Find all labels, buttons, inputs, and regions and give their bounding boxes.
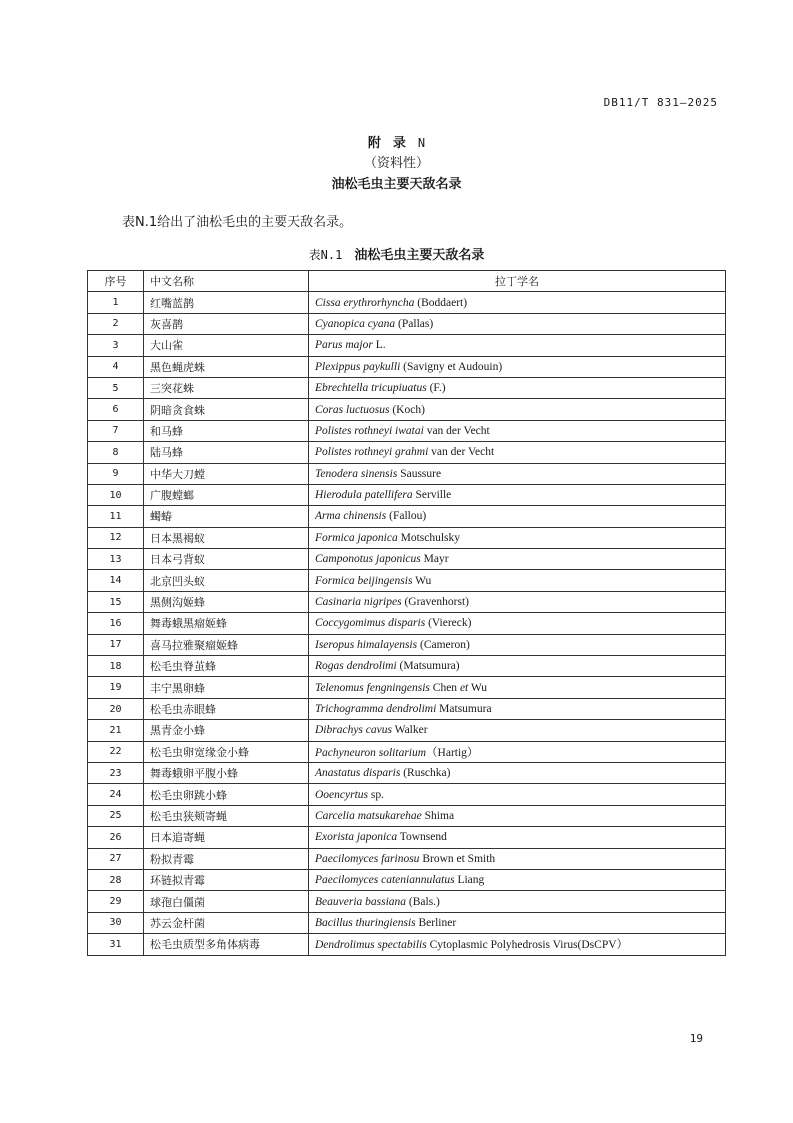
latin-genus-species: Coras luctuosus xyxy=(315,403,390,416)
table-row xyxy=(88,377,726,398)
table-row xyxy=(88,848,726,869)
header-chinese-name: 中文名称 xyxy=(144,271,309,292)
row-number: 10 xyxy=(88,484,144,505)
chinese-name: 红嘴蓝鹊 xyxy=(144,292,309,313)
latin-genus-species: Camponotus japonicus xyxy=(315,553,421,566)
chinese-name: 喜马拉雅聚瘤姬蜂 xyxy=(144,634,309,655)
table-row xyxy=(88,805,726,826)
latin-genus-species: Beauveria bassiana xyxy=(315,895,407,908)
latin-author: (Bals.) xyxy=(406,895,440,908)
table-row xyxy=(88,827,726,848)
row-number: 20 xyxy=(88,698,144,719)
chinese-name: 陆马蜂 xyxy=(144,442,309,463)
latin-author: Serville xyxy=(412,489,452,502)
latin-name xyxy=(309,677,726,698)
chinese-name: 日本追寄蝇 xyxy=(144,827,309,848)
latin-genus-species: Anastatus disparis xyxy=(315,767,401,780)
latin-author: (Viereck) xyxy=(425,617,472,630)
latin-genus-species: Hierodula patellifera xyxy=(315,489,413,502)
latin-author: van der Vecht xyxy=(428,446,495,459)
latin-name xyxy=(309,506,726,527)
table-row xyxy=(88,891,726,912)
latin-author: Cytoplasmic Polyhedrosis Virus(DsCPV） xyxy=(426,939,629,952)
table-row xyxy=(88,934,726,955)
table-row xyxy=(88,912,726,933)
latin-author: Shima xyxy=(421,809,455,822)
table-row xyxy=(88,356,726,377)
table-row xyxy=(88,741,726,762)
latin-name xyxy=(309,463,726,484)
latin-author: Saussure xyxy=(397,467,442,480)
latin-name xyxy=(309,399,726,420)
chinese-name: 灰喜鹊 xyxy=(144,313,309,334)
chinese-name: 松毛虫狭颊寄蝇 xyxy=(144,805,309,826)
chinese-name: 黑侧沟姬蜂 xyxy=(144,591,309,612)
row-number: 8 xyxy=(88,442,144,463)
latin-author: sp. xyxy=(368,788,384,801)
table-row xyxy=(88,399,726,420)
latin-author: Walker xyxy=(391,724,428,737)
latin-name xyxy=(309,934,726,955)
latin-author: (Pallas) xyxy=(395,317,434,330)
latin-name xyxy=(309,292,726,313)
latin-genus-species: Dibrachys cavus xyxy=(315,724,392,737)
latin-author: (Ruschka) xyxy=(400,767,451,780)
latin-author: (F.) xyxy=(426,382,446,395)
row-number: 7 xyxy=(88,420,144,441)
row-number: 15 xyxy=(88,591,144,612)
appendix-type: （资料性） xyxy=(363,156,429,171)
latin-genus-species: Tenodera sinensis xyxy=(315,467,398,480)
latin-author: van der Vecht xyxy=(423,424,490,437)
table-row xyxy=(88,292,726,313)
latin-author: (Boddaert) xyxy=(414,296,468,309)
row-number: 4 xyxy=(88,356,144,377)
latin-conjunction: et xyxy=(459,681,469,694)
latin-author: Townsend xyxy=(397,831,447,844)
row-number: 24 xyxy=(88,784,144,805)
latin-genus-species: Rogas dendrolimi xyxy=(315,660,397,673)
chinese-name: 苏云金杆菌 xyxy=(144,912,309,933)
latin-author: （Hartig） xyxy=(426,746,479,759)
table-row xyxy=(88,698,726,719)
chinese-name: 日本黑褐蚁 xyxy=(144,527,309,548)
row-number: 29 xyxy=(88,891,144,912)
latin-name xyxy=(309,869,726,890)
chinese-name: 松毛虫卵宽缘金小蜂 xyxy=(144,741,309,762)
chinese-name: 舞毒蛾黑瘤姬蜂 xyxy=(144,613,309,634)
latin-genus-species: Dendrolimus spectabilis xyxy=(315,939,427,952)
chinese-name: 黑色蝇虎蛛 xyxy=(144,356,309,377)
row-number: 22 xyxy=(88,741,144,762)
row-number: 13 xyxy=(88,549,144,570)
latin-genus-species: Cissa erythrorhyncha xyxy=(315,296,415,309)
table-row xyxy=(88,656,726,677)
latin-genus-species: Trichogramma dendrolimi xyxy=(315,703,437,715)
latin-name xyxy=(309,527,726,548)
latin-author: (Gravenhorst) xyxy=(401,596,469,609)
latin-genus-species: Arma chinensis xyxy=(315,510,387,523)
latin-name xyxy=(309,741,726,762)
chinese-name: 中华大刀螳 xyxy=(144,463,309,484)
latin-author: Mayr xyxy=(420,553,449,566)
latin-author: Brown et Smith xyxy=(419,852,496,865)
row-number: 23 xyxy=(88,762,144,783)
chinese-name: 松毛虫脊茧蜂 xyxy=(144,656,309,677)
latin-name xyxy=(309,656,726,677)
latin-name xyxy=(309,613,726,634)
latin-genus-species: Carcelia matsukarehae xyxy=(315,809,422,822)
latin-name xyxy=(309,335,726,356)
row-number: 27 xyxy=(88,848,144,869)
natural-enemies-table xyxy=(87,270,726,956)
row-number: 14 xyxy=(88,570,144,591)
latin-genus-species: Bacillus thuringiensis xyxy=(315,916,416,929)
chinese-name: 北京凹头蚁 xyxy=(144,570,309,591)
table-row xyxy=(88,720,726,741)
table-row xyxy=(88,442,726,463)
latin-author: (Fallou) xyxy=(386,510,427,523)
latin-genus-species: Parus major xyxy=(315,339,373,352)
latin-name xyxy=(309,720,726,741)
chinese-name: 阴暗贪食蛛 xyxy=(144,399,309,420)
chinese-name: 广腹螳螂 xyxy=(144,484,309,505)
latin-genus-species: Formica beijingensis xyxy=(315,574,413,587)
table-row xyxy=(88,527,726,548)
latin-genus-species: Polistes rothneyi iwatai xyxy=(315,424,424,437)
latin-genus-species: Paecilomyces cateniannulatus xyxy=(315,874,455,887)
latin-author-extra: Wu xyxy=(468,681,488,694)
chinese-name: 三突花蛛 xyxy=(144,377,309,398)
row-number: 16 xyxy=(88,613,144,634)
appendix-letter: N xyxy=(417,136,426,150)
row-number: 28 xyxy=(88,869,144,890)
latin-author: Motschulsky xyxy=(397,531,461,544)
row-number: 12 xyxy=(88,527,144,548)
chinese-name: 日本弓背蚁 xyxy=(144,549,309,570)
table-row xyxy=(88,484,726,505)
table-row xyxy=(88,549,726,570)
table-row xyxy=(88,570,726,591)
latin-author: (Matsumura) xyxy=(396,660,460,673)
table-caption xyxy=(0,244,793,263)
document-id: DB11/T 831—2025 xyxy=(603,96,718,109)
table-row xyxy=(88,634,726,655)
latin-author: Wu xyxy=(412,574,432,587)
chinese-name: 丰宁黑卵蜂 xyxy=(144,677,309,698)
row-number: 9 xyxy=(88,463,144,484)
chinese-name: 大山雀 xyxy=(144,335,309,356)
row-number: 21 xyxy=(88,720,144,741)
latin-name xyxy=(309,484,726,505)
appendix-name: 油松毛虫主要天敌名录 xyxy=(331,177,462,192)
latin-name xyxy=(309,356,726,377)
chinese-name: 球孢白僵菌 xyxy=(144,891,309,912)
row-number: 31 xyxy=(88,934,144,955)
row-number: 26 xyxy=(88,827,144,848)
latin-genus-species: Polistes rothneyi grahmi xyxy=(315,446,429,459)
latin-name xyxy=(309,827,726,848)
latin-name xyxy=(309,377,726,398)
latin-name xyxy=(309,784,726,805)
header-no: 序号 xyxy=(88,271,144,292)
latin-name xyxy=(309,420,726,441)
latin-genus-species: Paecilomyces farinosu xyxy=(315,852,420,865)
latin-genus-species: Telenomus fengningensis xyxy=(315,681,430,694)
appendix-word: 附录 xyxy=(367,136,418,151)
latin-name xyxy=(309,698,726,719)
latin-author: Liang xyxy=(454,874,485,887)
latin-author: (Koch) xyxy=(389,403,425,416)
row-number: 17 xyxy=(88,634,144,655)
latin-author: (Cameron) xyxy=(417,638,470,651)
latin-genus-species: Cyanopica cyana xyxy=(315,317,396,330)
chinese-name: 粉拟青霉 xyxy=(144,848,309,869)
latin-name xyxy=(309,634,726,655)
latin-name xyxy=(309,891,726,912)
latin-genus-species: Iseropus himalayensis xyxy=(315,638,418,651)
latin-author: Chen xyxy=(429,681,460,694)
row-number: 18 xyxy=(88,656,144,677)
latin-genus-species: Casinaria nigripes xyxy=(315,596,402,609)
chinese-name: 松毛虫质型多角体病毒 xyxy=(144,934,309,955)
table-row xyxy=(88,613,726,634)
latin-name xyxy=(309,805,726,826)
row-number: 11 xyxy=(88,506,144,527)
latin-genus-species: Formica japonica xyxy=(315,531,398,544)
chinese-name: 环链拟青霉 xyxy=(144,869,309,890)
latin-name xyxy=(309,442,726,463)
table-caption-number: 表N.1 xyxy=(308,248,343,262)
page-number: 19 xyxy=(689,1032,703,1045)
table-row xyxy=(88,869,726,890)
latin-author: Berliner xyxy=(415,916,457,929)
latin-name xyxy=(309,313,726,334)
table-row xyxy=(88,677,726,698)
row-number: 30 xyxy=(88,912,144,933)
latin-genus-species: Ebrechtella tricupiuatus xyxy=(315,382,427,395)
row-number: 25 xyxy=(88,805,144,826)
table-row xyxy=(88,506,726,527)
latin-name xyxy=(309,848,726,869)
chinese-name: 蠋蝽 xyxy=(144,506,309,527)
latin-name xyxy=(309,549,726,570)
chinese-name: 黑青金小蜂 xyxy=(144,720,309,741)
row-number: 2 xyxy=(88,313,144,334)
table-row xyxy=(88,313,726,334)
latin-genus-species: Exorista japonica xyxy=(315,831,398,844)
latin-genus-species: Pachyneuron solitarium xyxy=(315,746,427,759)
row-number: 3 xyxy=(88,335,144,356)
header-latin-name: 拉丁学名 xyxy=(309,271,726,292)
latin-name xyxy=(309,762,726,783)
latin-genus-species: Plexippus paykulli xyxy=(315,360,401,373)
chinese-name: 舞毒蛾卵平腹小蜂 xyxy=(144,762,309,783)
table-row xyxy=(88,463,726,484)
latin-genus-species: Ooencyrtus xyxy=(315,788,369,801)
chinese-name: 松毛虫赤眼蜂 xyxy=(144,698,309,719)
chinese-name: 松毛虫卵跳小蜂 xyxy=(144,784,309,805)
table-row xyxy=(88,591,726,612)
row-number: 6 xyxy=(88,399,144,420)
latin-author: (Savigny et Audouin) xyxy=(400,360,503,373)
table-row xyxy=(88,762,726,783)
table-caption-title: 油松毛虫主要天敌名录 xyxy=(354,248,485,263)
latin-author: L. xyxy=(372,339,386,352)
latin-name xyxy=(309,570,726,591)
row-number: 1 xyxy=(88,292,144,313)
table-row xyxy=(88,335,726,356)
table-header-row xyxy=(88,271,726,292)
table-body xyxy=(88,292,726,955)
latin-name xyxy=(309,591,726,612)
chinese-name: 和马蜂 xyxy=(144,420,309,441)
appendix-title xyxy=(0,132,793,151)
table-row xyxy=(88,784,726,805)
row-number: 19 xyxy=(88,677,144,698)
latin-genus-species: Coccygomimus disparis xyxy=(315,617,426,630)
latin-name xyxy=(309,912,726,933)
intro-paragraph: 表N.1给出了油松毛虫的主要天敌名录。 xyxy=(122,215,353,230)
table-row xyxy=(88,420,726,441)
row-number: 5 xyxy=(88,377,144,398)
latin-author: Matsumura xyxy=(436,703,492,715)
